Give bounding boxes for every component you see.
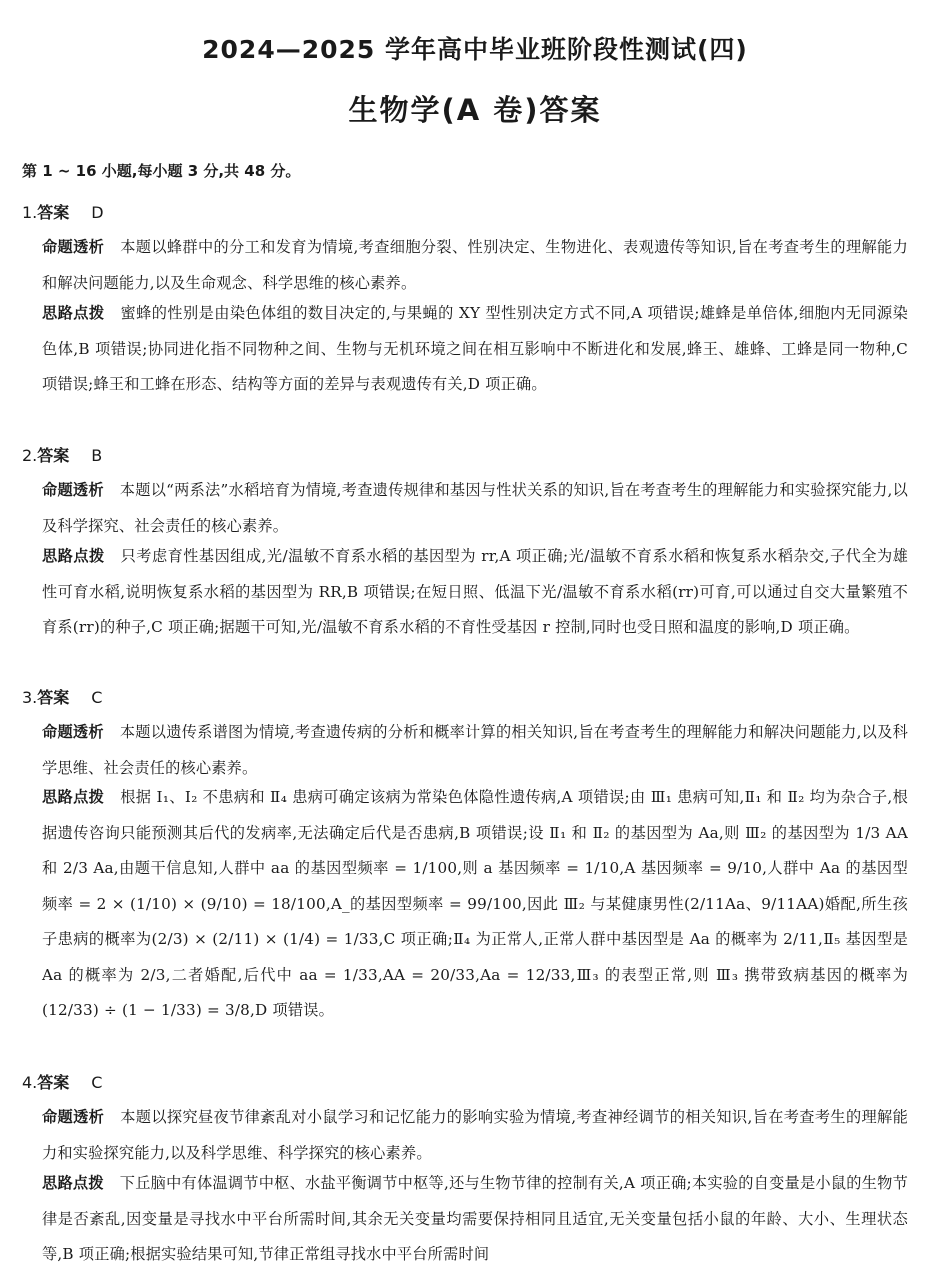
- hint-label: 思路点拨: [42, 1174, 104, 1192]
- question-4-analysis: [42, 1100, 908, 1171]
- answer-value: C: [91, 1073, 103, 1092]
- analysis-label: 命题透析: [42, 238, 105, 256]
- exam-subtitle: 生物学(A 卷)答案: [348, 93, 602, 127]
- analysis-label: 命题透析: [42, 481, 104, 499]
- answer-value: C: [91, 688, 103, 707]
- question-1-analysis: [42, 230, 908, 301]
- question-2-answer: [22, 443, 102, 466]
- hint-text: 下丘脑中有体温调节中枢、水盐平衡调节中枢等,还与生物节律的控制有关,A 项正确;本实验的自变量是小鼠的生物节律是否紊乱,因变量是寻找水中平台所需时间,其余无关变量均需要保持相同且适宜,无关变量包括小鼠的年龄、大小、生理状态等,B 项正确;根据实验结果可知,节律正常组寻找水中平台所需时间: [42, 1174, 908, 1263]
- answer-label: 答案: [37, 446, 70, 465]
- question-2-analysis: [42, 473, 908, 544]
- question-number: 3.: [22, 688, 38, 707]
- analysis-text: 本题以“两系法”水稻培育为情境,考查遗传规律和基因与性状关系的知识,旨在考查考生的理解能力和实验探究能力,以及科学探究、社会责任的核心素养。: [42, 481, 908, 535]
- hint-text: 根据 Ⅰ₁、Ⅰ₂ 不患病和 Ⅱ₄ 患病可确定该病为常染色体隐性遗传病,A 项错误;由 Ⅲ₁ 患病可知,Ⅱ₁ 和 Ⅱ₂ 均为杂合子,根据遗传咨询只能预测其后代的发病率,无法确定后代是否患病,B 项错误;设 Ⅱ₁ 和 Ⅱ₂ 的基因型为 Aa,则 Ⅲ₂ 的基因型为 1/3 AA 和 2/3 Aa,由题干信息知,人群中 aa 的基因型频率 = 1/100,则 a 基因频率 = 1/10,A 基因频率 = 9/10,人群中 Aa 的基因型频率 = 2 × (1/10) × (9/10) = 18/100,A_的基因型频率 = 99/100,因此 Ⅲ₂ 与某健康男性(2/11Aa、9/11AA)婚配,所生孩子患病的概率为(2/3) × (2/11) × (1/4) = 1/33,C 项正确;Ⅱ₄ 为正常人,正常人群中基因型是 Aa 的概率为 2/11,Ⅱ₅ 基因型是 Aa 的概率为 2/3,二者婚配,后代中 aa = 1/33,AA = 20/33,Aa = 12/33,Ⅲ₃ 的表型正常,则 Ⅲ₃ 携带致病基因的概率为(12/33) ÷ (1 − 1/33) = 3/8,D 项错误。: [42, 788, 908, 1019]
- hint-text: 蜜蜂的性别是由染色体组的数目决定的,与果蝇的 XY 型性别决定方式不同,A 项错误;雄蜂是单倍体,细胞内无同源染色体,B 项错误;协同进化指不同物种之间、生物与无机环境之间在相互影响中不断进化和发展,蜂王、雄蜂、工蜂是同一物种,C 项错误;蜂王和工蜂在形态、结构等方面的差异与表观遗传有关,D 项正确。: [42, 304, 908, 393]
- answer-label: 答案: [37, 203, 70, 222]
- analysis-text: 本题以探究昼夜节律紊乱对小鼠学习和记忆能力的影响实验为情境,考查神经调节的相关知识,旨在考查考生的理解能力和实验探究能力,以及科学思维、科学探究的核心素养。: [42, 1108, 908, 1162]
- exam-title: 2024—2025 学年高中毕业班阶段性测试(四): [202, 35, 748, 64]
- question-3-analysis: [42, 715, 908, 786]
- question-number: 2.: [22, 446, 38, 465]
- hint-label: 思路点拨: [42, 788, 105, 806]
- answer-label: 答案: [37, 1073, 70, 1092]
- hint-label: 思路点拨: [42, 547, 105, 565]
- question-number: 1.: [22, 203, 38, 222]
- analysis-text: 本题以蜂群中的分工和发育为情境,考查细胞分裂、性别决定、生物进化、表观遗传等知识,旨在考查考生的理解能力和解决问题能力,以及生命观念、科学思维的核心素养。: [42, 238, 908, 292]
- analysis-label: 命题透析: [42, 723, 104, 741]
- scoring-intro: 第 1 ~ 16 小题,每小题 3 分,共 48 分。: [22, 162, 301, 180]
- analysis-label: 命题透析: [42, 1108, 105, 1126]
- hint-text: 只考虑育性基因组成,光/温敏不育系水稻的基因型为 rr,A 项正确;光/温敏不育系水稻和恢复系水稻杂交,子代全为雄性可育水稻,说明恢复系水稻的基因型为 RR,B 项错误;在短日照、低温下光/温敏不育系水稻(rr)可育,可以通过自交大量繁殖不育系(rr)的种子,C 项正确;据题干可知,光/温敏不育系水稻的不育性受基因 r 控制,同时也受日照和温度的影响,D 项正确。: [42, 547, 908, 636]
- question-4-hint: [42, 1166, 908, 1273]
- answer-value: D: [91, 203, 104, 222]
- question-4-answer: [22, 1070, 102, 1093]
- question-number: 4.: [22, 1073, 38, 1092]
- question-3-answer: [22, 685, 102, 708]
- question-1-answer: [22, 200, 104, 223]
- answer-label: 答案: [37, 688, 70, 707]
- question-2-hint: [42, 539, 908, 646]
- answer-value: B: [91, 446, 103, 465]
- analysis-text: 本题以遗传系谱图为情境,考查遗传病的分析和概率计算的相关知识,旨在考查考生的理解能力和解决问题能力,以及科学思维、社会责任的核心素养。: [42, 723, 908, 777]
- question-1-hint: [42, 296, 908, 403]
- hint-label: 思路点拨: [42, 304, 105, 322]
- question-3-hint: [42, 780, 908, 1029]
